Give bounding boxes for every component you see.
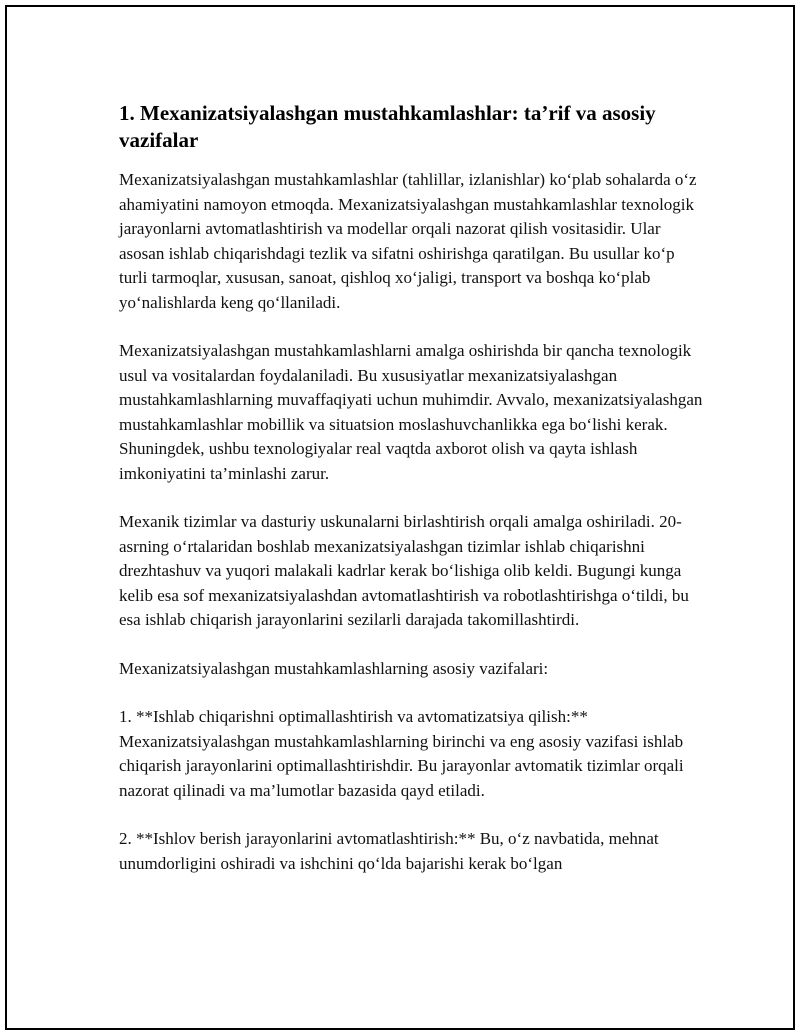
- section-heading: 1. Mexanizatsiyalashgan mustahkamlashlar: ta’rif va asosiy vazifalar: [119, 101, 656, 152]
- paragraph-tasks-intro: Mexanizatsiyalashgan mustahkamlashlarning asosiy vazifalari:: [119, 658, 549, 678]
- page-frame: [5, 5, 795, 1030]
- document-body: [119, 100, 704, 900]
- paragraph-intro: Mexanizatsiyalashgan mustahkamlashlar (tahlillar, izlanishlar) ko‘plab sohalarda o‘z ahamiyatini namoyon etmoqda. Mexanizatsiyalashgan mustahkamlashlar texnologik jarayonlarni avtomatlashtirish va modellar orqali nazorat qilish vositasidir. Ular asosan ishlab chiqarishdagi tezlik va sifatni oshirishga qaratilgan. Bu usullar ko‘p turli tarmoqlar, xususan, sanoat, qishloq xo‘jaligi, transport va boshqa ko‘plab yo‘nalishlarda keng qo‘llaniladi.: [119, 170, 697, 312]
- paragraph-technologies: Mexanizatsiyalashgan mustahkamlashlarni amalga oshirishda bir qancha texnologik usul va vositalardan foydalaniladi. Bu xususiyatlar mexanizatsiyalashgan mustahkamlashlarning muvaffaqiyati uchun muhimdir. Avvalo, mexanizatsiyalashgan mustahkamlashlar mobillik va situatsion moslashuvchanlikka ega bo‘lishi kerak. Shuningdek, ushbu texnologiyalar real vaqtda axborot olish va qayta ishlash imkoniyatini ta’minlashi zarur.: [119, 341, 703, 483]
- paragraph-history: Mexanik tizimlar va dasturiy uskunalarni birlashtirish orqali amalga oshiriladi. 20-asrning o‘rtalaridan boshlab mexanizatsiyalashgan tizimlar ishlab chiqarishni drezhtashuv va yuqori malakali kadrlar kerak bo‘lishiga olib keldi. Bugungi kunga kelib esa sof mexanizatsiyalashdan avtomatlashtirish va robotlashtirishga o‘tildi, bu esa ishlab chiqarish jarayonlarini sezilarli darajada takomillashtirdi.: [119, 512, 689, 629]
- paragraph-task-1: 1. **Ishlab chiqarishni optimallashtirish va avtomatizatsiya qilish:** Mexanizatsiyalashgan mustahkamlashlarning birinchi va eng asosiy vazifasi ishlab chiqarish jarayonlarini optimallashtirishdir. Bu jarayonlar avtomatik tizimlar orqali nazorat qilinadi va ma’lumotlar bazasida qayd etiladi.: [119, 707, 684, 800]
- paragraph-task-2: 2. **Ishlov berish jarayonlarini avtomatlashtirish:** Bu, o‘z navbatida, mehnat unumdorligini oshiradi va ishchini qo‘lda bajarishi kerak bo‘lgan: [119, 829, 659, 873]
